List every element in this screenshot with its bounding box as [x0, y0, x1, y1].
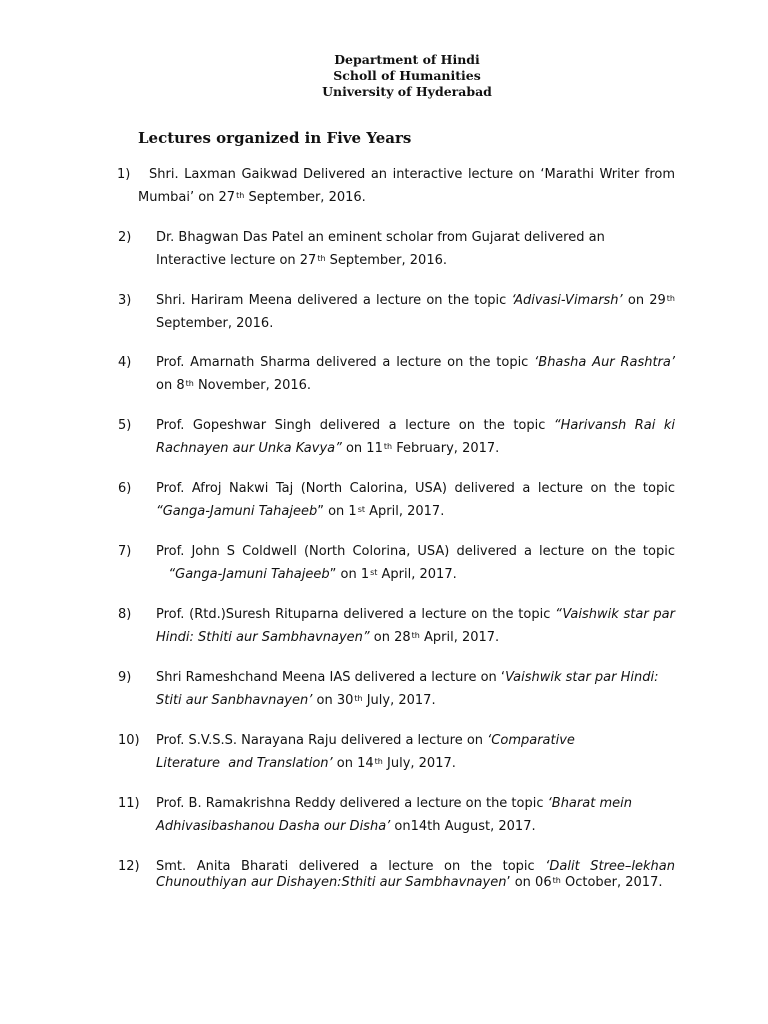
item-number: 5) — [118, 418, 132, 433]
item-number: 8) — [118, 607, 132, 622]
item-number: 7) — [118, 544, 132, 559]
department-name: Department of Hindi — [334, 52, 480, 67]
item-number: 2) — [118, 230, 132, 245]
item-text: Smt. Anita Bharati delivered a lecture on the topic ‘Dalit Stree–lekhan Chunouthiyan aur Dishayen:Sthiti aur Sambhavnayen’ on 06th October, 2017. — [156, 859, 676, 890]
item-text: Prof. Afroj Nakwi Taj (North Calorina, USA) delivered a lecture on the topic “Ganga-Jamuni Tahajeeb” on 1st April, 2017. — [156, 481, 675, 519]
document-header — [0, 52, 768, 100]
item-number: 1) — [117, 167, 131, 182]
item-text: Shri. Laxman Gaikwad Delivered an interactive lecture on ‘Marathi Writer from Mumbai’ on 27th September, 2016. — [138, 167, 675, 205]
item-text: Prof. Amarnath Sharma delivered a lecture on the topic ‘Bhasha Aur Rashtra’ on 8th November, 2016. — [156, 355, 675, 393]
item-text: Prof. (Rtd.)Suresh Rituparna delivered a lecture on the topic “Vaishwik star par Hindi: Sthiti aur Sambhavnayen” on 28th April, 2017. — [156, 607, 675, 645]
item-number: 10) — [118, 733, 140, 748]
item-text: Dr. Bhagwan Das Patel an eminent scholar from Gujarat delivered an Interactive lecture on 27th September, 2016. — [156, 230, 605, 268]
item-number: 6) — [118, 481, 132, 496]
item-number: 11) — [118, 796, 140, 811]
school-name: Scholl of Humanities — [333, 68, 481, 83]
item-text: Prof. Gopeshwar Singh delivered a lecture on the topic “Harivansh Rai ki Rachnayen aur Unka Kavya” on 11th February, 2017. — [156, 418, 675, 456]
item-text: Prof. B. Ramakrishna Reddy delivered a lecture on the topic ‘Bharat mein Adhivasibashanou Dasha our Disha’ on14th August, 2017. — [156, 796, 632, 834]
item-text: Prof. S.V.S.S. Narayana Raju delivered a lecture on ‘Comparative Literature and Translation’ on 14th July, 2017. — [156, 733, 575, 771]
item-number: 4) — [118, 355, 132, 370]
item-number: 12) — [118, 859, 140, 874]
item-text: Shri Rameshchand Meena IAS delivered a lecture on ‘Vaishwik star par Hindi: Stiti aur Sanbhavnayen’ on 30th July, 2017. — [156, 670, 659, 708]
university-name: University of Hyderabad — [322, 84, 492, 99]
item-text: Shri. Hariram Meena delivered a lecture on the topic ‘Adivasi-Vimarsh’ on 29th September, 2016. — [156, 293, 676, 331]
item-number: 9) — [118, 670, 132, 685]
item-text: Prof. John S Coldwell (North Colorina, USA) delivered a lecture on the topic “Ganga-Jamuni Tahajeeb” on 1st April, 2017. — [156, 544, 675, 582]
section-title: Lectures organized in Five Years — [138, 129, 412, 147]
item-number: 3) — [118, 293, 132, 308]
